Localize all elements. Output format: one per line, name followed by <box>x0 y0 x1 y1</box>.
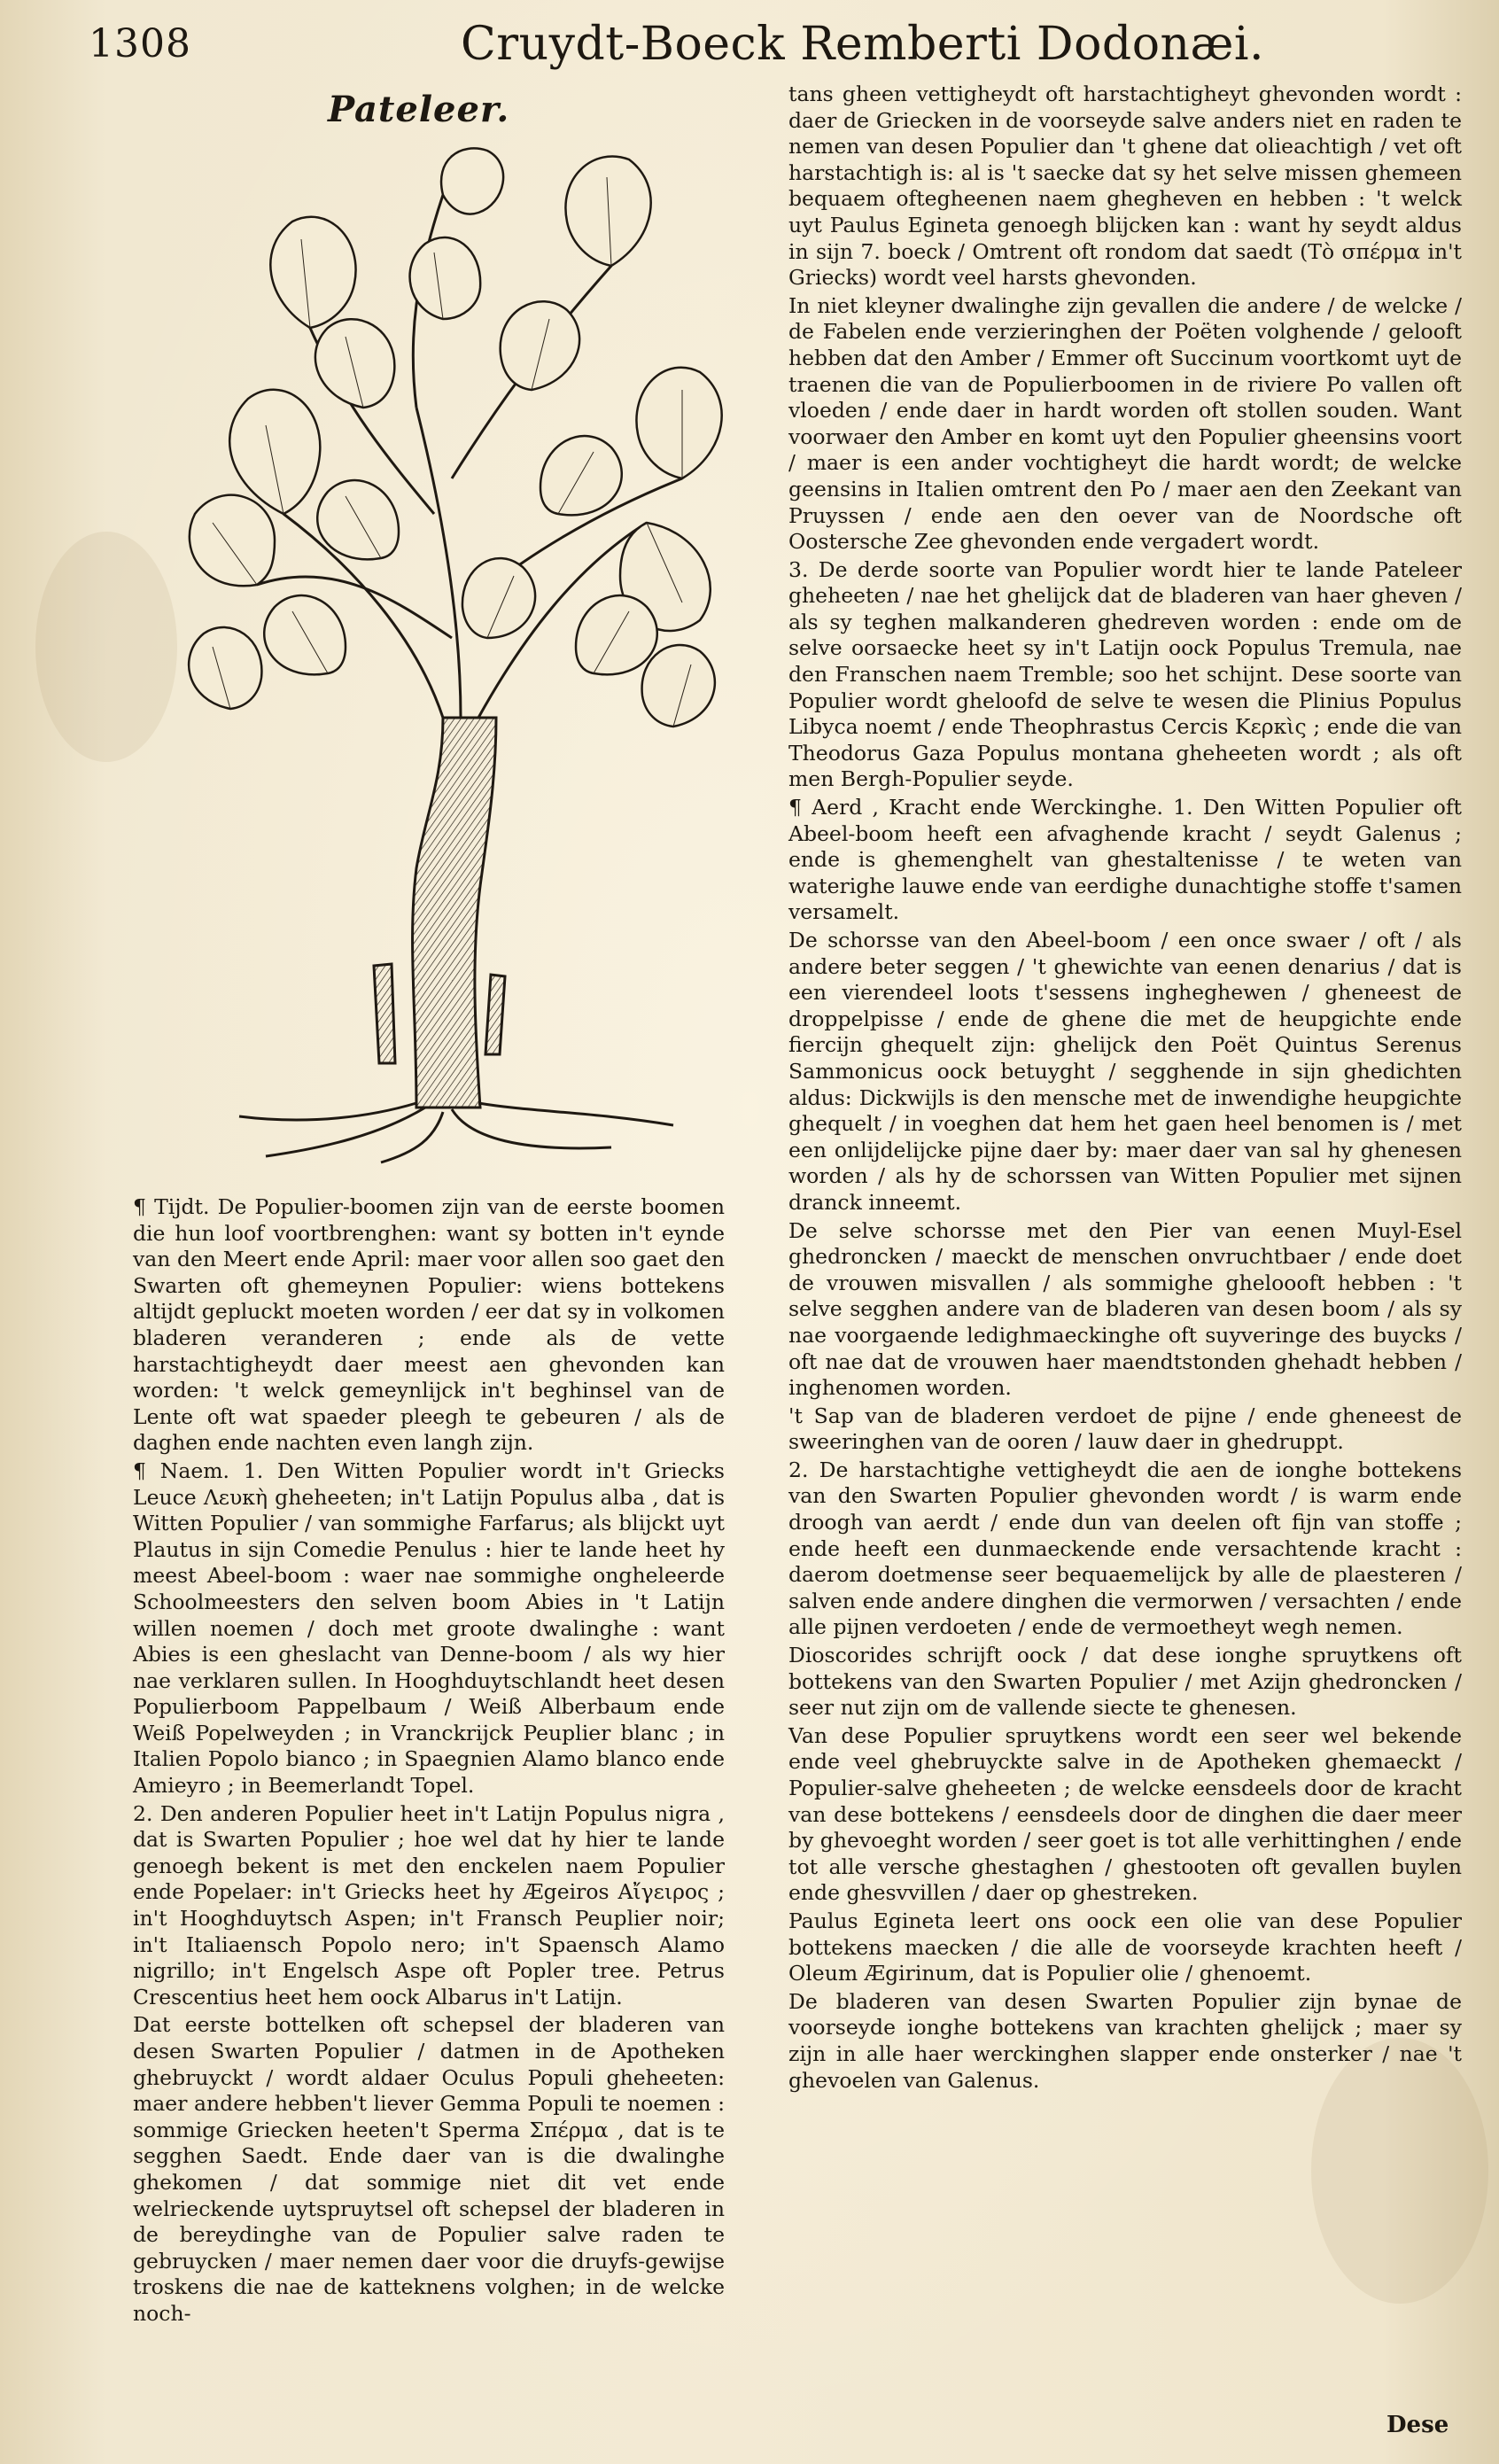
paragraph-aerd-kracht: ¶ Aerd , Kracht ende Werckinghe. 1. Den Witten Populier oft Abeel-boom heeft een afvaghende kracht / seydt Galenus ; ende is ghemenghelt van ghestaltenisse / te weten van waterighe lauwe ende van eerdighe dunachtighe stoffe t'samen versamelt. <box>788 795 1462 925</box>
paragraph-bladeren: De bladeren van desen Swarten Populier zijn bynae de voorseyde ionghe bottekens van krachten ghelijck ; maer sy zijn in alle haer werckinghen slapper ende onsterker / nae 't ghevoelen van Galenus. <box>788 1988 1462 2093</box>
paragraph-continuation: tans gheen vettigheydt oft harstachtigheyt ghevonden wordt : daer de Griecken in de voorseyde salve anders niet en raden te nemen van desen Populier dan 't ghene dat olieachtigh / vet oft harstachtigh is: al is 't saecke dat sy het selve missen ghemeen bequaem oftegheenen naem ghegheven en hebben : 't welck uyt Paulus Egineta genoegh blijcken kan : want hy seydt aldus in sijn 7. boeck / Omtrent oft rondom dat saedt (Τὸ σπέρμα in't Griecks) wordt veel harsts ghevonden. <box>788 82 1462 291</box>
paragraph-sap: 't Sap van de bladeren verdoet de pijne / ende gheneest de sweeringhen van de ooren / lauw daer in ghedruppt. <box>788 1403 1462 1455</box>
paragraph-populier-salve: Van dese Populier spruytkens wordt een seer wel bekende ende veel ghebruyckte salve in de Apotheken ghemaeckt / Populier-salve gheheeten ; de welcke eensdeels door de kracht van dese bottekens / eensdeels door de dinghen die daer meer by ghevoeght worden / seer goet is tot alle verhittinghen / ende tot alle versche ghestaghen / ghestooten oft gevallen buylen ende ghesvvillen / daer op ghestreken. <box>788 1722 1462 1906</box>
paragraph-oculus-populi: Dat eerste bottelken oft schepsel der bladeren van desen Swarten Populier / datmen in de Apotheken ghebruyckt / wordt aldaer Oculus Populi gheheeten: maer andere hebben't liever Gemma Populi te noemen : sommige Griecken heeten't Sperma Σπέρμα , dat is te segghen Saedt. Ende daer van is die dwalinghe ghekomen / dat sommige niet dit vet ende welrieckende uytspruytsel oft schepsel der bladeren in de bereydinghe van de Populier salve raden te gebruycken / maer nemen daer voor die druyfs-gewijse troskens die nae de katteknens volghen; in de welcke noch- <box>133 2012 725 2326</box>
paragraph-paulus-egineta: Paulus Egineta leert ons oock een olie van dese Populier bottekens maecken / die alle de voorseyde krachten heeft / Oleum Ægirinum, dat is Populier olie / ghenoemt. <box>788 1908 1462 1986</box>
running-head: Cruydt-Boeck Remberti Dodonæi. <box>461 18 1265 71</box>
left-column-text <box>133 1194 725 2329</box>
plant-title: Pateleer. <box>328 89 510 130</box>
paragraph-schorsse: De schorsse van den Abeel-boom / een once swaer / oft / als andere beter seggen / 't ghewichte van eenen denarius / dat is een vierendeel loots t'sessens ingheghewen / gheneest de droppelpisse / ende de ghene die met de heupgichte ende fiercijn ghequelt zijn: ghelijck den Poët Quintus Serenus Sammonicus oock betuyght / segghende in sijn ghedichten aldus: Dickwijls is den mensche met de inwendighe heupgichte ghequelt / in voeghen dat hem het gaen heel benomen is / met een onlijdelijcke pijne daer by: maer daer van sal hy ghenesen worden / als hy de schorssen van Witten Populier met sijnen dranck inneemt. <box>788 928 1462 1215</box>
plant-woodcut-illustration <box>151 142 735 1170</box>
paragraph-dioscorides: Dioscorides schrijft oock / dat dese ionghe spruytkens oft bottekens van den Swarten Populier / met Azijn ghedroncken / seer nut zijn om de vallende siecte te ghenesen. <box>788 1643 1462 1721</box>
catchword: Dese <box>1386 2412 1449 2438</box>
paragraph-muyl-esel: De selve schorsse met den Pier van eenen Muyl-Esel ghedroncken / maeckt de menschen onvruchtbaer / ende doet de vrouwen misvallen / als sommighe gheloooft hebben : 't selve segghen andere van de bladeren van desen boom / als sy nae voorgaende ledighmaeckinghe oft suyveringe des buycks / oft nae dat de vrouwen haer maendtstonden ghehadt hebben / inghenomen worden. <box>788 1217 1462 1401</box>
paragraph-pateleer: 3. De derde soorte van Populier wordt hier te lande Pateleer gheheeten / nae het ghelijck dat de bladeren van haer gheven / als sy teghen malkanderen ghedreven worden : ende om de selve oorsaecke heet sy in't Latijn oock Populus Tremula, nae den Franschen naem Tremble; soo het schijnt. Dese soorte van Populier wordt gheloofd de selve te wesen die Plinius Populus Libyca noemt / ende Theophrastus Cercis Κερκὶς ; ende die van Theodorus Gaza Populus montana gheheeten wordt ; als oft men Bergh-Populier seyde. <box>788 556 1462 792</box>
paragraph-amber: In niet kleyner dwalinghe zijn gevallen die andere / de welcke / de Fabelen ende verzieringhen der Poëten volghende / gelooft hebben dat den Amber / Emmer oft Succinum voortkomt uyt de traenen die van de Populierboomen in de riviere Po vallen oft vloeden / ende daer in hardt worden oft stollen souden. Want voorwaer den Amber en komt uyt den Populier gheensins voort / maer is een ander vochtigheyt die hardt wordt; de welcke geensins in Italien omtrent den Po / maer aen den Zeekant van Pruyssen / ende aen den oever van de Noordsche oft Oostersche Zee ghevonden ende vergadert wordt. <box>788 292 1462 555</box>
page-number: 1308 <box>89 21 191 66</box>
page-header <box>0 12 1499 74</box>
paragraph-harst: 2. De harstachtighe vettigheydt die aen de ionghe bottekens van den Swarten Populier ghevonden wordt / is warm ende droogh van aerdt / ende dun van deelen oft fijn van stoffe ; ende heeft een dunmaeckende ende versachtende kracht : daerom doetmense seer bequaemelijck by alle de plaesteren / salven ende andere dinghen die vermorwen / versachten / ende alle pijnen verdoeten / ende de vermoetheyt wegh nemen. <box>788 1457 1462 1640</box>
paragraph-tijdt: ¶ Tijdt. De Populier-boomen zijn van de eerste boomen die hun loof voortbrenghen: want sy botten in't eynde van den Meert ende April: maer voor allen soo gaet den Swarten oft ghemeynen Populier: wiens bottekens altijdt gepluckt moeten worden / eer dat sy in volkomen bladeren veranderen ; ende als de vette harstachtigheydt daer meest aen ghevonden kan worden: 't welck gemeynlijck in't beghinsel van de Lente oft wat spaeder pleegh te gebeuren / als de daghen ende nachten even langh zijn. <box>133 1194 725 1456</box>
paragraph-naem-1: ¶ Naem. 1. Den Witten Populier wordt in't Griecks Leuce Λευκὴ gheheeten; in't Latijn Populus alba , dat is Witten Populier / van sommighe Farfarus; als blijckt uyt Plautus in sijn Comedie Penulus : hier te lande heet hy meest Abeel-boom : waer nae sommighe ongheleerde Schoolmeesters den selven boom Abies in 't Latijn willen noemen / doch met groote dwalinghe : want Abies is een gheslacht van Denne-boom / als wy hier nae verklaren sullen. In Hooghduytschlandt heet desen Populierboom Pappelbaum / Weiß Alberbaum ende Weiß Popelweyden ; in Vranckrijck Peuplier blanc ; in Italien Popolo bianco ; in Spaegnien Alamo blanco ende Amieyro ; in Beemerlandt Topel. <box>133 1457 725 1799</box>
paragraph-naem-2: 2. Den anderen Populier heet in't Latijn Populus nigra , dat is Swarten Populier ; hoe wel dat hy hier te lande genoegh bekent is met den enckelen naem Populier ende Popelaer: in't Griecks heet hy Ægeiros Αἴγειρος ; in't Hooghduytsch Aspen; in't Fransch Peuplier noir; in't Italiaensch Popolo nero; in't Spaensch Alamo nigrillo; in't Engelsch Aspe oft Popler tree. Petrus Crescentius heet hem oock Albarus in't Latijn. <box>133 1800 725 2009</box>
right-column-text <box>788 82 1462 2095</box>
